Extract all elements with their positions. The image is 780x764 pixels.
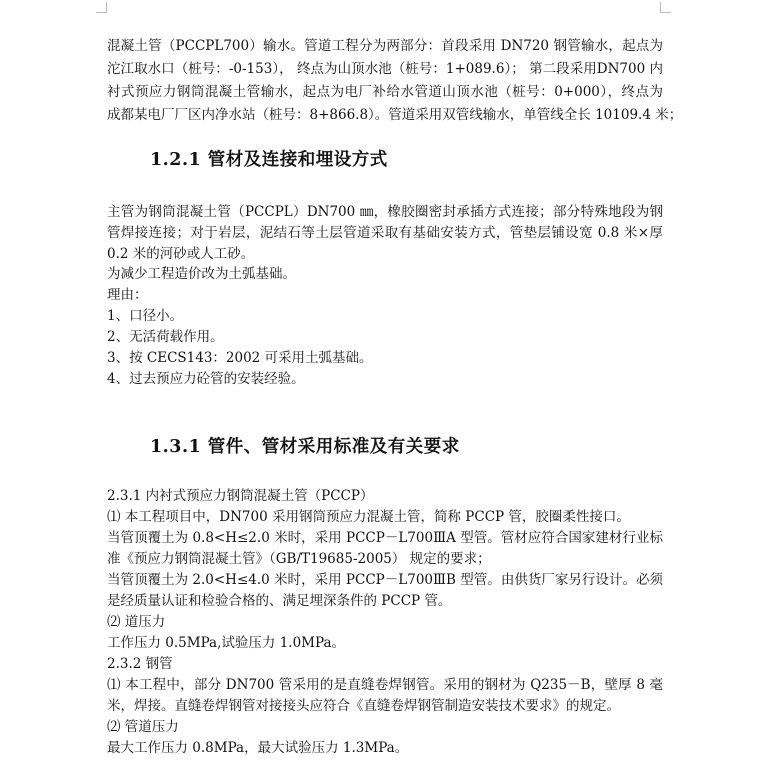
paragraph-line: 主管为钢筒混凝土管（PCCPL）DN700 ㎜，橡胶圈密封承插方式连接；部分特殊地段为钢 [107,204,663,220]
list-item: 1、口径小。 [107,308,184,324]
paragraph-line: 最大工作压力 0.8MPa，最大试验压力 1.3MPa。 [107,740,409,756]
section-heading: 1.2.1 管材及连接和埋设方式 [150,150,388,170]
paragraph-line: 理由： [107,287,148,303]
list-item: 4、过去预应力砼管的安装经验。 [107,371,305,387]
subsection-title: 2.3.1 内衬式预应力钢筒混凝土管（PCCP） [107,488,374,504]
paragraph-line: 成都某电厂厂区内净水站（桩号：8+866.8）。管道采用双管线输水，单管线全长 10109.4 米； [107,107,683,123]
list-item: 3、按 CECS143：2002 可采用土弧基础。 [107,350,373,366]
list-item: 2、无活荷载作用。 [107,329,224,345]
paragraph-line: 是经质量认证和检验合格的、满足埋深条件的 PCCP 管。 [107,593,452,609]
subsection-title: 2.3.2 钢管 [107,656,173,672]
paragraph-line: 准《预应力钢筒混凝土管》（GB/T19685-2005） 规定的要求； [107,551,491,567]
paragraph-line: ⑵ 管道压力 [107,719,179,735]
paragraph-line: 当管顶覆土为 2.0<H≤4.0 米时，采用 PCCP－L700ⅢB 型管。由供货厂家另行设计。必须 [107,572,663,588]
paragraph-line: 当管顶覆土为 0.8<H≤2.0 米时，采用 PCCP－L700ⅢA 型管。管材应符合国家建材行业标 [107,530,663,546]
paragraph-line: 米，焊接。直缝卷焊钢管对接接头应符合《直缝卷焊钢管制造安装技术要求》的规定。 [107,698,620,714]
paragraph-line: 沱江取水口（桩号：-0-153）， 终点为山顶水池（桩号：1+089.6）； 第二段采用DN700 内 [107,61,663,77]
margin-corner-mark-left [96,2,107,13]
paragraph-line: 管焊接连接；对于岩层，泥结石等土层管道采取有基础安装方式，管垫层铺设宽 0.8 米×厚 [107,225,663,241]
paragraph-line: 衬式预应力钢筒混凝土管输水，起点为电厂补给水管道山顶水池（桩号：0+000），终点为 [107,84,663,100]
margin-corner-mark-right [660,2,671,13]
paragraph-line: ⑴ 本工程项目中，DN700 采用钢筒预应力混凝土管，简称 PCCP 管，胶圈柔性接口。 [107,509,630,525]
paragraph-line: ⑵ 道压力 [107,614,166,630]
paragraph-line: 为减少工程造价改为土弧基础。 [107,266,296,282]
paragraph-line: 工作压力 0.5MPa,试验压力 1.0MPa。 [107,635,346,651]
section-heading: 1.3.1 管件、管材采用标准及有关要求 [150,437,460,457]
paragraph-line: 0.2 米的河砂或人工砂。 [107,246,255,262]
paragraph-line: 混凝土管（PCCPL700）输水。管道工程分为两部分：首段采用 DN720 钢管输水，起点为 [107,38,663,54]
paragraph-line: ⑴ 本工程中，部分 DN700 管采用的是直缝卷焊钢管。采用的钢材为 Q235－B，壁厚 8 毫 [107,677,663,693]
